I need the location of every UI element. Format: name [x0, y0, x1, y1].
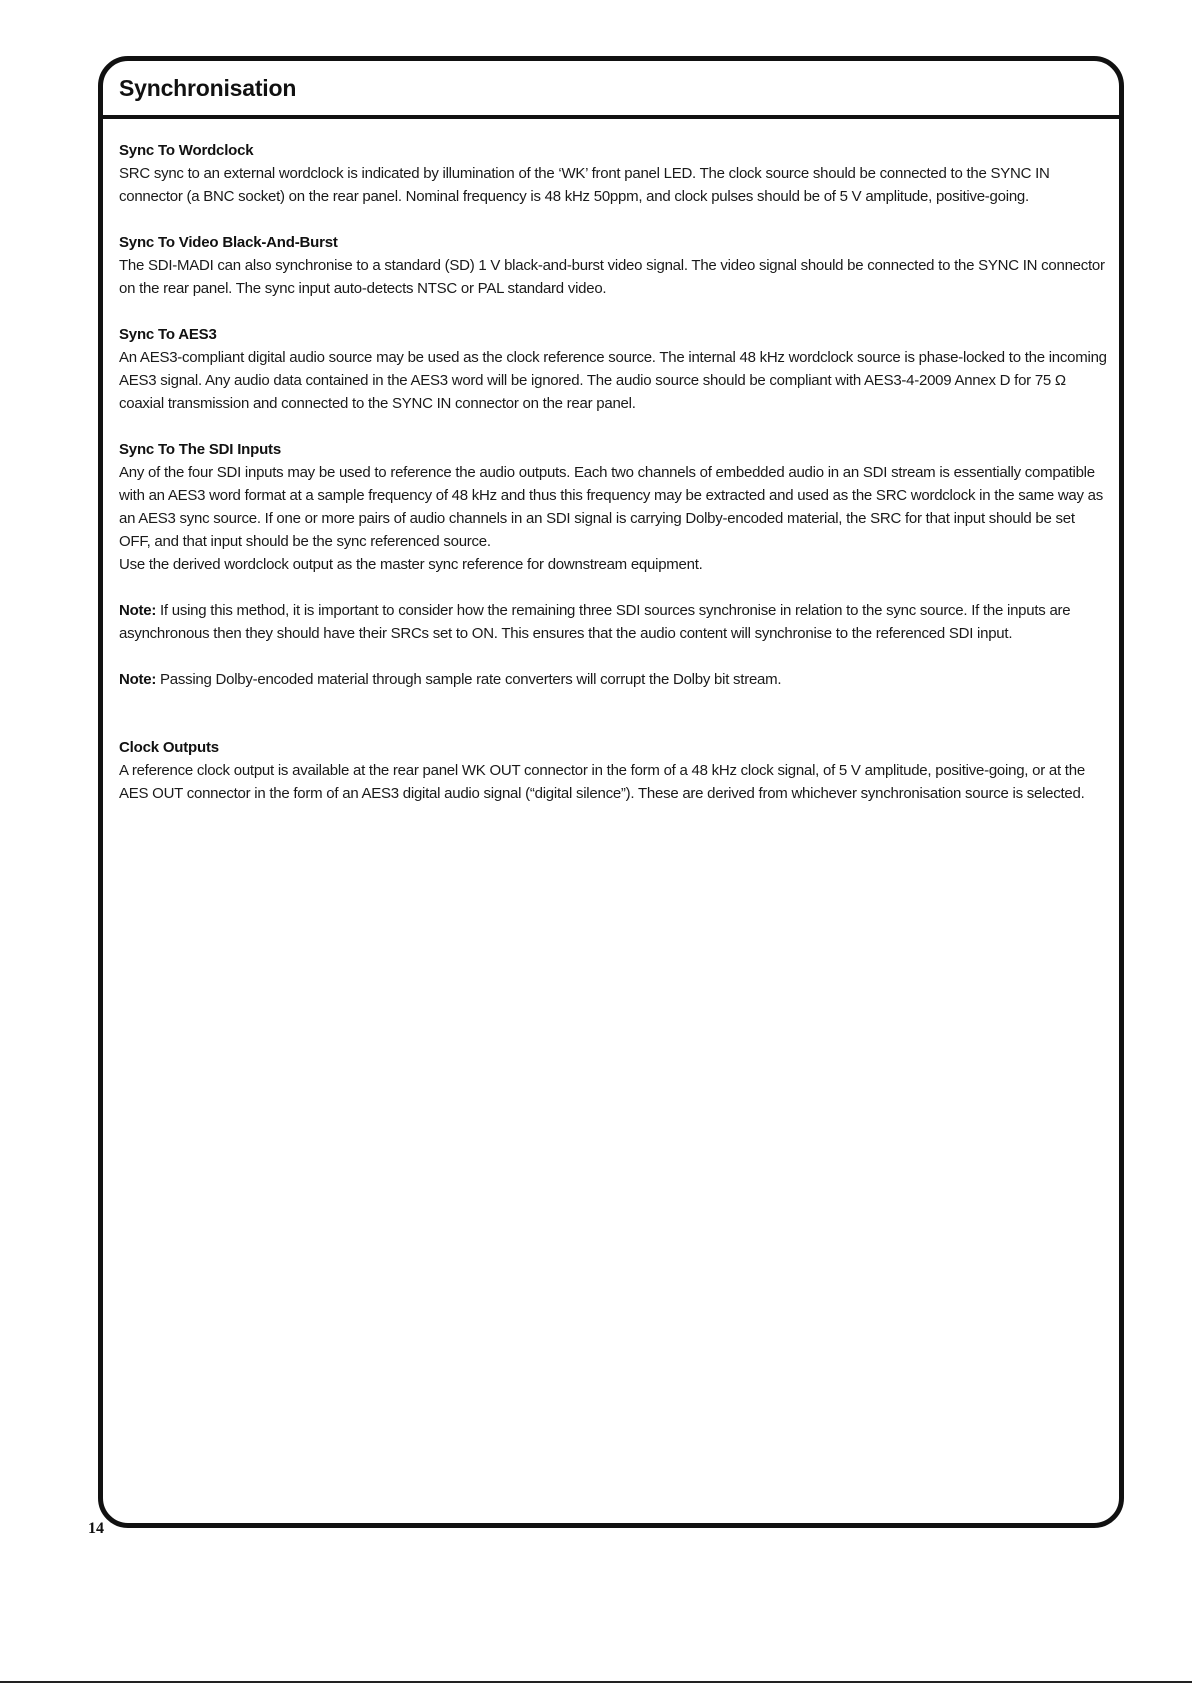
section-text: The SDI-MADI can also synchronise to a standard (SD) 1 V black-and-burst video signal. The video signal should be connected to the SYNC IN connector on the rear panel. The sync input auto-detects NTSC or PAL standard video.: [119, 257, 1105, 297]
content-frame: [98, 56, 1124, 1528]
note-sdi-sync: [119, 599, 1109, 645]
section-heading: Clock Outputs: [119, 739, 219, 756]
section-sync-wordclock: [119, 139, 1109, 208]
page-title: Synchronisation: [119, 75, 297, 101]
section-heading: Sync To AES3: [119, 326, 217, 343]
section-clock-outputs: [119, 736, 1109, 805]
note-dolby: [119, 668, 1109, 691]
section-text: SRC sync to an external wordclock is indicated by illumination of the ‘WK’ front panel LED. The clock source should be connected to the SYNC IN connector (a BNC socket) on the rear panel. Nominal frequency is 48 kHz 50ppm, and clock pulses should be of 5 V amplitude, positive-going.: [119, 165, 1050, 205]
section-heading: Sync To The SDI Inputs: [119, 441, 281, 458]
title-bar: [103, 61, 1119, 119]
section-text-secondary: Use the derived wordclock output as the master sync reference for downstream equipment.: [119, 556, 703, 573]
note-text: If using this method, it is important to consider how the remaining three SDI sources synchronise in relation to the sync source. If the inputs are asynchronous then they should have their SRCs set to ON. This ensures that the audio content will synchronise to the referenced SDI input.: [119, 602, 1071, 642]
section-sync-sdi: [119, 438, 1109, 576]
page-number: 14: [88, 1520, 104, 1537]
section-text: A reference clock output is available at the rear panel WK OUT connector in the form of a 48 kHz clock signal, of 5 V amplitude, positive-going, or at the AES OUT connector in the form of an AES3 digital audio signal (“digital silence”). These are derived from whichever synchronisation source is selected.: [119, 762, 1085, 802]
section-heading: Sync To Wordclock: [119, 142, 254, 159]
note-paragraph: [119, 668, 1109, 691]
note-label: Note:: [119, 602, 157, 619]
section-heading: Sync To Video Black-And-Burst: [119, 234, 338, 251]
note-text: Passing Dolby-encoded material through sample rate converters will corrupt the Dolby bit stream.: [156, 671, 782, 688]
section-text: An AES3-compliant digital audio source may be used as the clock reference source. The internal 48 kHz wordclock source is phase-locked to the incoming AES3 signal. Any audio data contained in the AES3 word will be ignored. The audio source should be compliant with AES3-4-2009 Annex D for 75 Ω coaxial transmission and connected to the SYNC IN connector on the rear panel.: [119, 349, 1107, 412]
section-text: Any of the four SDI inputs may be used to reference the audio outputs. Each two channels of embedded audio in an SDI stream is essentially compatible with an AES3 word format at a sample frequency of 48 kHz and thus this frequency may be extracted and used as the SRC wordclock in the same way as an AES3 sync source. If one or more pairs of audio channels in an SDI signal is carrying Dolby-encoded material, the SRC for that input should be set OFF, and that input should be the sync referenced source.: [119, 464, 1104, 550]
bottom-rule: [0, 1681, 1192, 1683]
section-sync-aes3: [119, 323, 1109, 415]
spacer: [119, 714, 1109, 736]
note-label: Note:: [119, 671, 157, 688]
section-sync-video: [119, 231, 1109, 300]
note-paragraph: [119, 599, 1109, 645]
document-body: [119, 139, 1109, 828]
